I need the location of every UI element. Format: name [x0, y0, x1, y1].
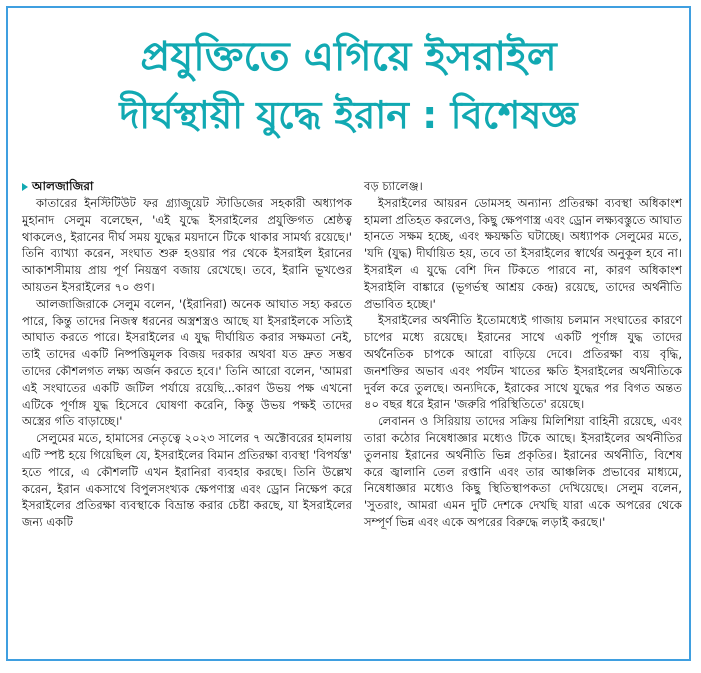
paragraph: লেবানন ও সিরিয়ায় তাদের সক্রিয় মিলিশিয়া বাহিনী রয়েছে, এবং তারা কঠোর নিষেধাজ্ঞার মধ্যেও টিকে আছে। ইসরাইলের অর্থনীতির তুলনায় ইরানের অর্থনীতি ভিন্ন প্রকৃতির। ইরানের অর্থনীতি, বিশেষ করে জ্বালানি তেল রপ্তানি এবং তার আঞ্চলিক প্রভাবের মাধ্যমে, নিষেধাজ্ঞার মধ্যেও কিছু স্থিতিস্থাপকতা দেখিয়েছে। সেলুম বলেন, 'সুতরাং, আমরা এমন দুটি দেশকে দেখছি যারা একে অপরের থেকে সম্পূর্ণ ভিন্ন এবং একে অপরের বিরুদ্ধে লড়াই করছে।' — [364, 414, 682, 529]
source-credit — [22, 178, 352, 195]
article-left-column — [22, 178, 352, 531]
paragraph: আলজাজিরাকে সেলুম বলেন, '(ইরানিরা) অনেক আঘাত সহ্য করতে পারে, কিন্তু তাদের নিজস্ব ধরনের অস্ত্রশস্ত্রও আছে যা ইসরাইলকে সত্যিই আঘাত করতে পারে। ইসরাইলের এ যুদ্ধ দীর্ঘায়িত করার সক্ষমতা নেই, তাই তাদের একটি নিষ্পত্তিমূলক বিজয় দরকার অথবা যত দ্রুত সম্ভব তাদের কৌশলগত লক্ষ্য অর্জন করতে হবে।' তিনি আরো বলেন, 'আমরা এই সংঘাতের একটি জটিল পর্যায়ে রয়েছি...কারণ উভয় পক্ষ এখনো এটিকে পূর্ণাঙ্গ যুদ্ধ হিসেবে ঘোষণা করেনি, কিন্তু উভয় পক্ষই তাদের অস্ত্রের গতি বাড়াচ্ছে।' — [22, 296, 352, 429]
newspaper-clipping — [6, 6, 691, 661]
paragraph: সেলুমের মতে, হামাসের নেতৃত্বে ২০২৩ সালের ৭ অক্টোবরের হামলায় এটি স্পষ্ট হয়ে গিয়েছিল যে, ইসরাইলের বিমান প্রতিরক্ষা ব্যবস্থা 'বিপর্যস্ত' হতে পারে, এ কৌশলটি এখন ইরানিরা ব্যবহার করছে। তিনি উল্লেখ করেন, ইরান একসাথে বিপুলসংখ্যক ক্ষেপণাস্ত্র এবং ড্রোন নিক্ষেপ করে ইসরাইলের প্রতিরক্ষা ব্যবস্থাকে বিভ্রান্ত করার চেষ্টা করছে, যা ইসরাইলের জন্য একটি — [22, 431, 352, 530]
source-label: আলজাজিরা — [32, 179, 94, 193]
paragraph-continuation: বড় চ্যালেঞ্জ। — [364, 179, 423, 193]
paragraph: ইসরাইলের আয়রন ডোমসহ অন্যান্য প্রতিরক্ষা ব্যবস্থা অধিকাংশ হামলা প্রতিহত করলেও, কিছু ক্ষেপণাস্ত্র এবং ড্রোন লক্ষ্যবস্তুতে আঘাত হানতে সক্ষম হচ্ছে, এবং ক্ষয়ক্ষতি ঘটাচ্ছে। অধ্যাপক সেলুমের মতে, 'যদি (যুদ্ধ) দীর্ঘায়িত হয়, তবে তা ইসরাইলের স্বার্থের অনুকূল হবে না। ইসরাইল এ যুদ্ধে বেশি দিন টিকতে পারবে না, কারণ অধিকাংশ ইসরাইলি বাঙ্কারে (ভূগর্ভস্থ আশ্রয় কেন্দ্র) রয়েছে, তাদের অর্থনীতি প্রভাবিত হচ্ছে।' — [364, 195, 682, 311]
article-right-column — [364, 178, 682, 531]
bullet-icon — [22, 183, 28, 191]
headline-line-1: প্রযুক্তিতে এগিয়ে ইসরাইল — [140, 34, 557, 80]
headline — [8, 28, 689, 144]
paragraph: কাতারের ইনস্টিটিউট ফর গ্র্যাজুয়েট স্টাডিজের সহকারী অধ্যাপক মুহানাদ সেলুম বলেছেন, 'এই যুদ্ধে ইসরাইলের প্রযুক্তিগত শ্রেষ্ঠত্ব থাকলেও, ইরানের দীর্ঘ সময় যুদ্ধের ময়দানে টিকে থাকার সামর্থ্য রয়েছে।' তিনি ব্যাখ্যা করেন, সংঘাত শুরু হওয়ার পর থেকে ইসরাইল ইরানের আকাশসীমায় প্রায় পূর্ণ নিয়ন্ত্রণ বজায় রেখেছে। তবে, ইরানি ভূখণ্ডের আয়তন ইসরাইলের ৭০ গুণ। — [22, 196, 352, 294]
headline-line-2: দীর্ঘস্থায়ী যুদ্ধে ইরান : বিশেষজ্ঞ — [119, 93, 578, 137]
paragraph: ইসরাইলের অর্থনীতি ইতোমধ্যেই গাজায় চলমান সংঘাতের কারণে চাপের মধ্যে রয়েছে। ইরানের সাথে একটি পূর্ণাঙ্গ যুদ্ধ তাদের অর্থনৈতিক চাপকে আরো বাড়িয়ে দেবে। প্রতিরক্ষা ব্যয় বৃদ্ধি, জনশক্তির অভাব এবং পর্যটন খাতের ক্ষতি ইসরাইলের অর্থনীতিকে দুর্বল করে তুলছে। অন্যদিকে, ইরাকের সাথে যুদ্ধের পর বিগত অন্তত ৪০ বছর ধরে ইরান 'জরুরি পরিস্থিতিতে' রয়েছে। — [364, 313, 682, 412]
